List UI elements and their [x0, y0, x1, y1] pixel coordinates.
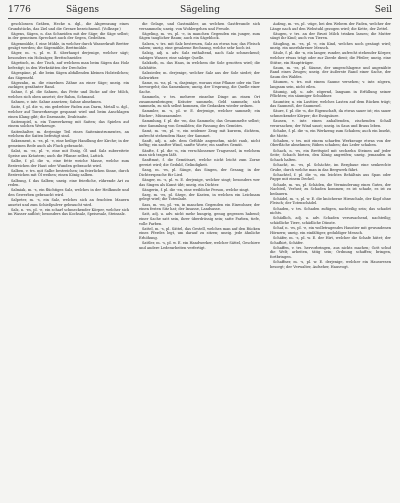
dictionary-entry: Schacht, m. -es, pl. Schächte, im Bergbaue eine senkrechte Grube, durch welche man in das Bergwerk fährt. — [270, 162, 391, 172]
dictionary-entry: Saitenspiel, n. ein Tonwerkzeug mit Saiten; das Spielen auf einem solchen Werkzeuge. — [8, 119, 129, 129]
dictionary-entry: Schade, m. -ns, pl. Schäden, die Verminderung eines Gutes, der Nachteil, Verlust; zu Schaden kommen; es ist schade, es ist zu bedauern. — [270, 182, 391, 196]
dictionary-entry: Säugen, v. trs. an der Brust Milch trinken lassen; die Mutter säugt ihr Kind; auch von Tieren. — [270, 31, 391, 41]
dictionary-entry: Sang, m. -es, pl. Sänge, das Singen, der Gesang; in der Dichtersprache für Lied. — [139, 168, 260, 177]
dictionary-entry: Säule, f. pl. die -n, ein langer, runder, aufrecht stehender Körper, welcher etwas trägt oder zur Zierde dient; die Pfeiler; uneig. eine Stütze, ein Hauptträger. — [270, 51, 391, 65]
dictionary-entry: Sänfte, f. pl. die -n, ein verschlossener Tragsessel, in welchem man sich tragen läßt. — [139, 148, 260, 158]
dictionary-entry: Schädlich, adj. u. adv. Schaden verursachend, nachteilig; schädliche Tiere, schädliche Dünste. — [270, 216, 391, 226]
dictionary-entry: Sägenmühle, f. eine Mühle, in welcher durch Wasserkraft Bretter gesägt werden; die Sägemühle, Brettmühle. — [8, 41, 129, 51]
dictionary-entry: Sägespäne, pl. die beim Sägen abfallenden kleinen Holzteilchen; das Sägemehl. — [8, 70, 129, 80]
dictionary-entry: Schaben, v. trs. mit einem scharfen Werkzeuge etwas von der Oberfläche abnehmen; Rüben schaben; das Leder schaben. — [270, 138, 391, 148]
dictionary-entry: Schaden, v. trs. Schaden zufügen, nachteilig sein; das schadet nichts. — [270, 206, 391, 216]
right-catchword: Seil — [374, 5, 392, 15]
running-header — [8, 3, 392, 17]
dictionary-entry: Salmiak, m. -s, ein flüchtiges Salz, welches in der Heilkunde und den Gewerben gebraucht wird. — [8, 188, 129, 197]
dictionary-entry: Sakrament, n. -es, pl. -e, eine heilige Handlung der Kirche; in der gemeinen Rede auch als Fluch gebraucht. — [8, 139, 129, 148]
header-rule — [8, 18, 392, 19]
dictionary-entry: Schäfer, m. -s, pl. w. E. der Hirt, welcher die Schafe hütet; der Schafhirt, Schäfer. — [270, 236, 391, 245]
page-number: 1776 — [8, 5, 31, 15]
dictionary-entry: Sattel, m. -s, pl. Sättel, das Gestell, welches man auf den Rücken eines Pferdes legt, um darauf zu sitzen; uneig. jede ähnliche Erhöhung. — [139, 226, 260, 240]
dictionary-entry: Sattler, m. -s, pl. w. E. ein Handwerker, welcher Sättel, Geschirre und andere Lederarbeiten verfertigt. — [139, 241, 260, 250]
dictionary-entry: Saite, f. pl. die -n, ein gedrehter Faden aus Darm, Metall u. dgl., welcher auf Tonwerkzeuge gespannt wird und beim Anschlagen einen Klang gibt; die Darmsaite, Drahtsaite. — [8, 105, 129, 119]
dictionary-entry: Säger, m. -s, pl. w. E. überhaupt derjenige, welcher sägt; besonders ein Holzsäger, Brettschneider. — [8, 51, 129, 60]
dictionary-entry: Satt, adj. u. adv. nicht mehr hungrig, genug gegessen habend; einer Sache satt sein, ihrer überdrüssig sein; satte Farben, tiefe, volle Farben. — [139, 212, 260, 226]
dictionary-entry: Samt, m. -es, pl. -e, ein seidener Zeug mit kurzem, dichtem, aufrecht stehendem Haar; der Sammet. — [139, 129, 260, 138]
dictionary-entry: Salzen, v. trs. mit Salz bestreuen, Salz an etwas tun; das Fleisch salzen; uneig. eine gesalzene Rechnung, welche sehr hoch ist. — [139, 41, 260, 51]
dictionary-entry: Sängerin, f. pl. die -en, eine weibliche Person, welche singt. — [142, 187, 250, 192]
dictionary-entry: Salbung, f. das Salben; uneig. eine feierliche, rührende Art zu reden. — [8, 178, 129, 188]
dictionary-entry: Sägetisch, m. der Tisch, auf welchem man beim Sägen das Holz befestigt; in den Werkstätten der Drechsler. — [8, 61, 129, 70]
dictionary-entry: Schädel, m. -s, pl. w. E. die knöcherne Hirnschale, der Kopf ohne Fleisch; der Totenschädel. — [270, 196, 391, 206]
dictionary-entry: Sahne, f. pl. die Sahnen, das Fette und Dicke auf der Milch, welches sich oben ansetzt; der Rahm, Schmand. — [8, 90, 129, 100]
dictionary-entry: Säure, f. pl. die -n, die Eigenschaft, da etwas sauer ist; ein sauer schmeckender Körper; die Essigsäure. — [270, 109, 391, 119]
dictionary-entry: Schaf, n. -es, pl. -e, ein wolletragendes Haustier mit gewundenen Hörnern; uneig. ein einfältiger, geduldiger Mensch. — [270, 226, 391, 235]
dictionary-entry: Säumen, v. trs. mit einem Saume versehen; v. intr. zögern, langsam sein, nicht eilen. — [270, 80, 391, 89]
dictionary-entry: Sägeling, m. -es, pl. -e, in manchen Gegenden ein junger, zum Sägen tauglicher Baum; auch ein Sägeblock. — [139, 31, 260, 41]
text-column-1 — [8, 22, 129, 498]
center-catchword: Sägeling — [180, 5, 220, 15]
dictionary-entry: Schach, n. -es, ein Brettspiel mit sechzehn Steinen auf jeder Seite; Schach bieten, den König angreifen; uneig. jemanden in Schach halten. — [270, 148, 391, 162]
dictionary-entry: Saumtier, n. ein Lasttier, welches Lasten auf dem Rücken trägt; das Saumroß, der Saumesel. — [270, 99, 391, 109]
dictionary-entry: Sammler, m. -s, pl. w. E. derjenige, welcher sammelt; ein Bücher-, Münzsammler. — [139, 109, 260, 119]
dictionary-entry: Salben, v. trs. mit Salbe bestreichen; im feierlichen Sinne, durch Bestreichen mit Öl weihen; einen König salben. — [8, 168, 129, 178]
dictionary-entry: Saitenhalter, m. derjenige Teil eines Saiteninstrumentes, an welchem die Saiten befestigt sind. — [8, 129, 129, 139]
dictionary-entry: Salzsieder, m. derjenige, welcher Salz aus der Sole siedet; der Salzwirker. — [139, 70, 260, 80]
dictionary-entry: Sammeln, v. trs. mehrere einzelne Dinge an einen Ort zusammenbringen; Kräuter sammeln, Geld sammeln; sich sammeln, zu sich selbst kommen, die Gedanken wieder ordnen. — [139, 95, 260, 109]
text-column-2 — [139, 22, 260, 498]
dictionary-entry: Salpeter, m. -s, ein Salz, welches sich an feuchten Mauern ansetzt und zum Schießpulver gebraucht wird. — [8, 198, 129, 207]
dictionary-entry: Schabe, f. pl. die -n, ein Werkzeug zum Schaben; auch ein Insekt, die Motte. — [270, 129, 391, 138]
dictionary-entry: Salzkoth, m. das Haus, in welchem die Sole gesotten wird; die Salzhütte. — [139, 61, 260, 70]
dictionary-entry: Sausen, v. intr. einen anhaltenden, zischenden Schall verursachen; der Wind saust; uneig. in Saus und Braus leben. — [270, 119, 391, 128]
dictionary-entry: Sahnen, v. intr. Sahne ansetzen; Sahne abnehmen. — [11, 100, 102, 105]
dictionary-entry: die Gelage, und Gastmähler, an welchen Gastfreunde sich versammeln; uneig. von Wohlergehen und Freude. — [139, 22, 260, 31]
dictionary-entry: Säugling, m. -es, pl. -e, ein Kind, welches noch gesäugt wird; uneig. ein unerfahrener Mensch. — [270, 41, 391, 51]
dictionary-entry: Sägezahn, m. die einzelnen Zähne an einer Säge; uneig. ein zackiger, gezähnter Rand. — [8, 80, 129, 90]
left-catchword: Sägens — [66, 5, 100, 15]
dictionary-entry: Sägens, Sägen, n. das Schneiden mit der Säge; die Säge selbst; in der gemeinen Sprechart auch der Segen, Gedeihen. — [8, 31, 129, 41]
dictionary-entry: Aufzug, m. -es, pl. -züge, bei den Webern der Faden, welcher der Länge nach auf den Webstuhl gezogen wird; die Kette, der Zettel. — [270, 22, 391, 31]
dictionary-entry: Saum, m. -es, pl. Säume, der umgeschlagene und angenähte Rand eines Zeuges; uneig. der äußerste Rand einer Sache, der Saum des Waldes. — [270, 65, 391, 79]
dictionary-entry: Salzig, adj. u. adv. Salz enthaltend, nach Salz schmeckend; salziges Wasser, eine salzige Quelle. — [139, 51, 260, 60]
dictionary-entry: Sanft, adj. u. adv. dem Gefühle angenehm, nicht rauh, nicht heftig; ein sanfter Wind, sanfte Worte; ein sanftes Gemüt. — [139, 138, 260, 148]
dictionary-entry: Schachtel, f. pl. die -n, ein leichtes Behältnis aus Span oder Pappe mit einem Deckel. — [270, 172, 391, 182]
dictionary-entry: Sänger, m. -s, pl. w. E. derjenige, welcher singt; besonders wer das Singen als Kunst übt; uneig. ein Dichter. — [139, 177, 260, 187]
dictionary-entry: Sammlung, f. pl. die -en, das Sammeln; das Gesammelte selbst; eine Sammlung von Gemälden; die Fassung des Gemütes. — [139, 119, 260, 128]
dictionary-entry: Schaffen, v. trs. hervorbringen, aus nichts machen; Gott schuf die Welt; arbeiten, tätig sein; Ordnung schaffen; bringen, fortbringen. — [270, 245, 391, 259]
dictionary-entry: geschlossen Gräben, Hecke u. dgl., die Abgrenzung eines Grundstücks, das Ziel und die Grenze bezeichnend. (Volksspr.) — [8, 22, 129, 31]
dictionary-entry: Same, m. -ns, pl. -n, dasjenige, woraus eine Pflanze oder ein Tier hervorgeht; das Samenkorn; uneig. der Ursprung, die Quelle einer Sache. — [139, 80, 260, 94]
dictionary-entry: Salz, n. -es, pl. -e, ein scharf schmeckender Körper, welcher sich im Wasser auflöst; besonders das Kochsalz, Speisesalz, Steinsalz. — [8, 207, 129, 217]
dictionary-entry: Salat, m. -es, pl. -e, eine mit Essig, Öl und Salz zubereitete Speise aus Kräutern; auch die Pflanze selbst, Lattich. — [8, 149, 129, 158]
dictionary-entry: Säumig, adj. u. adv. zögernd, langsam in Erfüllung seiner Pflichten; ein säumiger Schuldner. — [270, 89, 391, 99]
dictionary-entry: Sarg, m. -es, pl. Särge, der Kasten, in welchen ein Leichnam gelegt wird; die Totenlade. — [139, 192, 260, 202]
dictionary-entry: Sanftmut, f. die Gemütsart, welche nicht leicht zum Zorne gereizt wird; die Geduld, Gelindigkeit. — [139, 158, 260, 167]
dictionary-entry: Sass, m. -en, pl. -en, in manchen Gegenden ein Einwohner, der einen festen Sitz hat; der Insasse, Landsasse. — [139, 202, 260, 212]
text-column-3 — [270, 22, 391, 498]
dictionary-entry: Schaffner, m. -s, pl. w. E. derjenige, welcher ein Hauswesen besorgt; der Verwalter, Aufseher, Hausvogt. — [270, 260, 391, 269]
dictionary-entry: Salbe, f. pl. die -n, eine fette weiche Masse, welche zum Bestreichen der Haut oder Wunden gebraucht wird. — [8, 158, 129, 168]
